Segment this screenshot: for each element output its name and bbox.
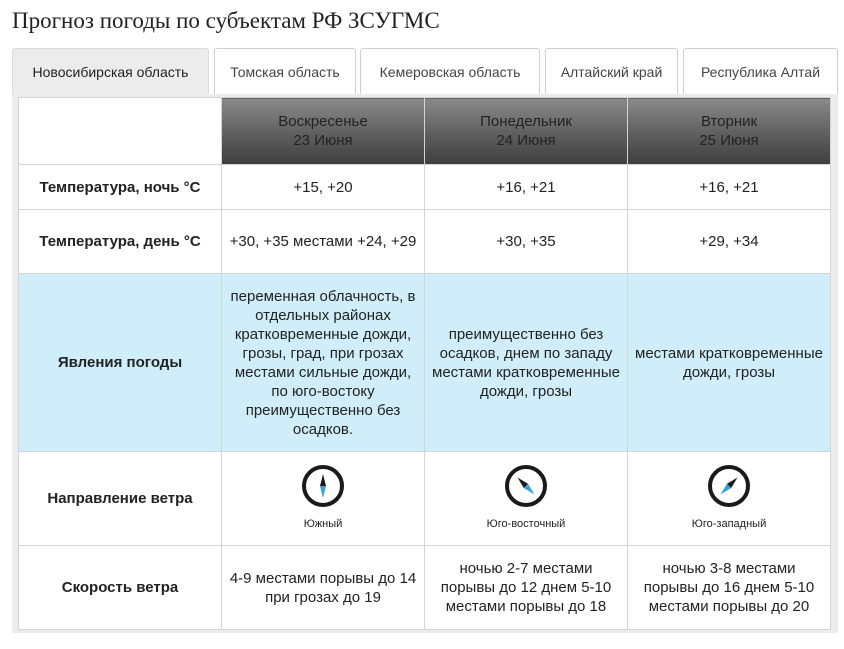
wind-direction-cell — [628, 452, 831, 546]
table-corner — [19, 98, 222, 165]
night-temp-cell: +16, +21 — [425, 165, 628, 210]
wind-speed-cell: 4-9 местами порывы до 14 при грозах до 19 — [222, 546, 425, 630]
region-tabs — [12, 48, 838, 94]
row-label: Направление ветра — [19, 452, 222, 546]
row-label: Скорость ветра — [19, 546, 222, 630]
row-label: Явления погоды — [19, 274, 222, 452]
wind-direction-cell — [222, 452, 425, 546]
compass-southwest-icon — [706, 463, 752, 509]
phenomena-cell: местами кратковременные дожди, грозы — [628, 274, 831, 452]
table-row-night-temp — [19, 165, 831, 210]
tab-altai-krai[interactable]: Алтайский край — [545, 48, 678, 94]
table-row-wind-direction — [19, 452, 831, 546]
day-date: 25 Июня — [699, 132, 759, 149]
wind-direction-label: Юго-западный — [691, 518, 767, 530]
night-temp-cell: +15, +20 — [222, 165, 425, 210]
day-temp-cell: +30, +35 — [425, 210, 628, 274]
table-row-phenomena — [19, 274, 831, 452]
tab-kemerovo[interactable]: Кемеровская область — [360, 48, 540, 94]
table-row-day-temp — [19, 210, 831, 274]
forecast-panel — [12, 94, 838, 633]
page-title: Прогноз погоды по субъектам РФ ЗСУГМС — [12, 8, 440, 33]
tab-tomsk[interactable]: Томская область — [214, 48, 356, 94]
night-temp-cell: +16, +21 — [628, 165, 831, 210]
day-date: 24 Июня — [496, 132, 556, 149]
day-date: 23 Июня — [293, 132, 353, 149]
wind-speed-cell: ночью 2-7 местами порывы до 12 днем 5-10 местами порывы до 18 — [425, 546, 628, 630]
wind-direction-label: Южный — [303, 518, 343, 530]
compass-south-icon — [300, 463, 346, 509]
day-weekday: Вторник — [700, 113, 758, 130]
phenomena-cell: переменная облачность, в отдельных районах кратковременные дожди, грозы, град, при грозах местами сильные дожди, по юго-востоку преимущественно без осадков. — [222, 274, 425, 452]
day-weekday: Понедельник — [480, 113, 572, 130]
day-header-sunday — [222, 98, 425, 165]
wind-direction-cell — [425, 452, 628, 546]
day-temp-cell: +30, +35 местами +24, +29 — [222, 210, 425, 274]
row-label: Температура, день °С — [19, 210, 222, 274]
day-temp-cell: +29, +34 — [628, 210, 831, 274]
wind-direction-label: Юго-восточный — [486, 518, 566, 530]
day-weekday: Воскресенье — [278, 113, 368, 130]
row-label: Температура, ночь °С — [19, 165, 222, 210]
tab-novosibirsk[interactable]: Новосибирская область — [12, 48, 209, 94]
wind-speed-cell: ночью 3-8 местами порывы до 16 днем 5-10 местами порывы до 20 — [628, 546, 831, 630]
phenomena-cell: преимущественно без осадков, днем по западу местами кратковременные дожди, грозы — [425, 274, 628, 452]
forecast-table — [18, 97, 831, 630]
tab-altai-republic[interactable]: Республика Алтай — [683, 48, 838, 94]
table-row-wind-speed — [19, 546, 831, 630]
day-header-tuesday — [628, 98, 831, 165]
compass-southeast-icon — [503, 463, 549, 509]
day-header-monday — [425, 98, 628, 165]
